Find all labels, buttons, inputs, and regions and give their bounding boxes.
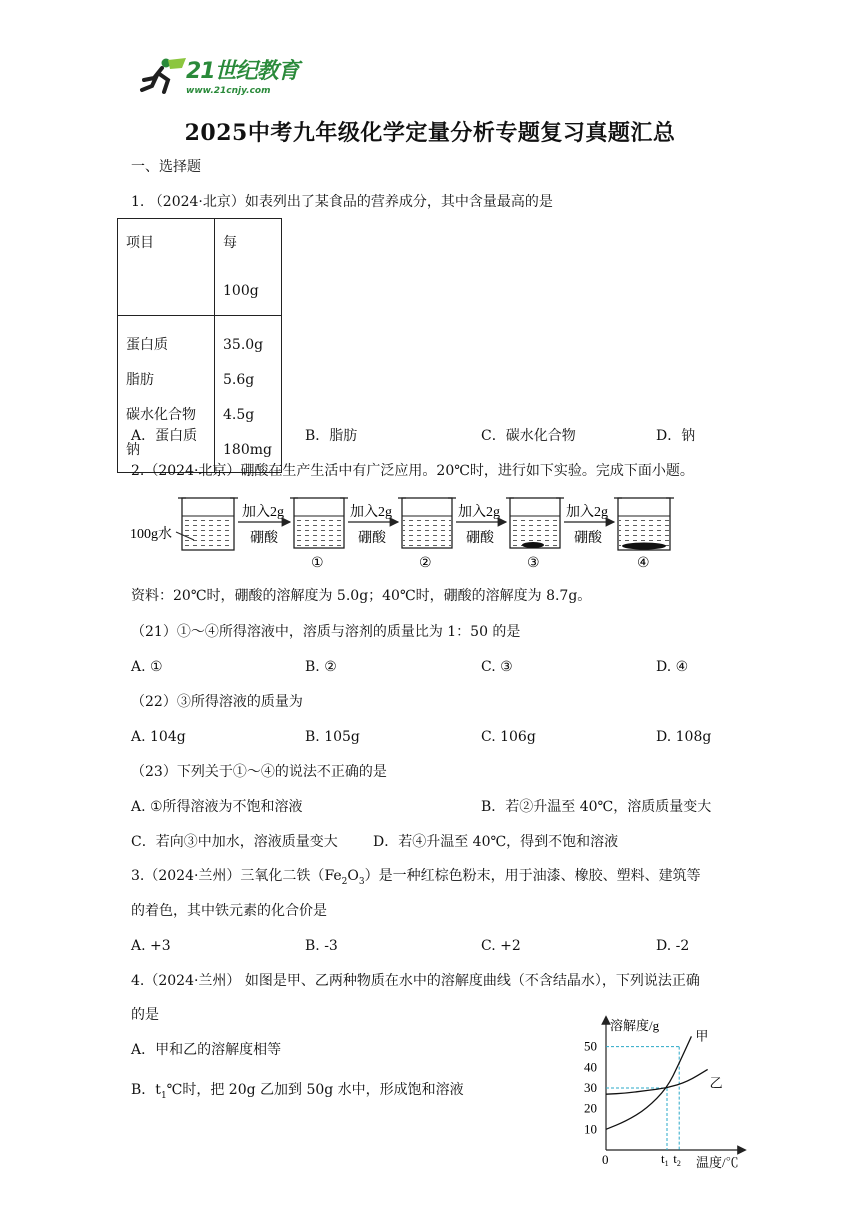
q4-stem-line2: 的是 [131, 1007, 159, 1023]
q2-sub23-option-c: C．若向③中加水，溶液质量变大 [131, 834, 338, 850]
substance-label: 硼酸 [358, 531, 386, 546]
logo [138, 54, 308, 100]
y-tick-label: 40 [584, 1059, 597, 1075]
q2-sub23-option-a: A. ①所得溶液为不饱和溶液 [131, 799, 303, 815]
precipitate [522, 542, 544, 548]
add-arrow-3 [456, 504, 506, 546]
add-arrow-1 [238, 504, 290, 546]
section-heading: 一、选择题 [131, 159, 201, 175]
formula-fe-sub: 2 [341, 876, 348, 887]
table-values-cell [215, 316, 282, 473]
q1-option-d: D．钠 [656, 428, 696, 444]
q4-option-b-temp-sub: 1 [160, 1090, 167, 1101]
beaker-initial [178, 498, 238, 550]
q2-stem: 2.（2024·北京）硼酸在生产生活中有广泛应用。20℃时，进行如下实验。完成下面小题。 [131, 463, 694, 479]
beaker-label: ② [419, 555, 432, 571]
q2-sub23-option-d: D．若④升温至 40℃，得到不饱和溶液 [373, 834, 619, 850]
q2-sub21-option-d: D. ④ [656, 659, 689, 675]
add-label: 加入2g [566, 505, 608, 520]
q2-sub22-stem: （22）③所得溶液的质量为 [131, 694, 303, 710]
q2-sub22-option-c: C. 106g [481, 729, 536, 745]
series-line-jia [606, 1036, 691, 1129]
table-value: 35.0g [223, 337, 264, 353]
q2-sub23-option-b: B．若②升温至 40℃，溶质质量变大 [481, 799, 712, 815]
q3-formula [324, 868, 365, 887]
q2-sub21-stem: （21）①～④所得溶液中，溶质与溶剂的质量比为 1：50 的是 [131, 624, 521, 640]
formula-o: O [347, 868, 359, 884]
beaker-1 [290, 498, 348, 548]
x-tick-label: $t_1$ [661, 1151, 669, 1168]
logo-brand: 21世纪教育 [186, 59, 299, 84]
q3-stem-line1 [131, 867, 701, 891]
series-line-yi [606, 1069, 708, 1094]
q2-sub22-option-d: D. 108g [656, 729, 712, 745]
q2-sub21-option-a: A. ① [131, 659, 163, 675]
add-arrow-4 [564, 504, 614, 546]
origin-label: 0 [602, 1152, 609, 1167]
solubility-chart [576, 1012, 760, 1172]
page-title: 2025中考九年级化学定量分析专题复习真题汇总 [184, 120, 676, 146]
logo-runner-icon [138, 56, 190, 96]
y-tick-label: 20 [584, 1100, 597, 1116]
y-tick-label: 10 [584, 1121, 597, 1137]
beaker-3 [506, 498, 564, 548]
add-label: 加入2g [458, 505, 500, 520]
precipitate [622, 543, 666, 550]
table-value: 5.6g [223, 372, 255, 388]
substance-label: 硼酸 [466, 531, 494, 546]
beaker-label: ③ [527, 555, 540, 571]
formula-o-sub: 3 [358, 876, 365, 887]
experiment-diagram [120, 488, 680, 574]
q2-sub22-option-b: B. 105g [305, 729, 360, 745]
x-axis-label: 温度/℃ [696, 1155, 739, 1170]
q4-option-a: A．甲和乙的溶解度相等 [131, 1042, 282, 1058]
y-axis-label: 溶解度/g [610, 1018, 660, 1033]
substance-label: 硼酸 [250, 531, 278, 546]
q3-stem-line2: 的着色，其中铁元素的化合价是 [131, 903, 327, 919]
y-tick-label: 50 [584, 1038, 597, 1054]
formula-fe: Fe [324, 868, 342, 884]
q4-option-b-text: ℃时，把 20g 乙加到 50g 水中，形成饱和溶液 [166, 1082, 464, 1098]
q4-stem-line1: 4.（2024·兰州） 如图是甲、乙两种物质在水中的溶解度曲线（不含结晶水），下列说法正确 [131, 973, 700, 989]
table-item: 脂肪 [126, 372, 154, 388]
q2-sub23-stem: （23）下列关于①～④的说法不正确的是 [131, 764, 387, 780]
q1-option-a: A．蛋白质 [131, 428, 198, 444]
series-label: 甲 [695, 1028, 709, 1044]
x-tick-label: $t_2$ [673, 1151, 681, 1168]
add-label: 加入2g [242, 505, 284, 520]
table-item: 钠 [126, 442, 140, 458]
water-label: 100g水 [130, 527, 172, 542]
table-value: 180mg [223, 442, 272, 458]
q2-data-note: 资料：20℃时，硼酸的溶解度为 5.0g；40℃时，硼酸的溶解度为 8.7g。 [131, 588, 592, 604]
q4-option-b [131, 1081, 464, 1105]
series-label: 乙 [709, 1075, 723, 1091]
q2-sub21-option-c: C. ③ [481, 659, 513, 675]
beaker-2 [398, 498, 456, 548]
table-header-value: 每 100g [215, 219, 282, 316]
q1-option-b: B．脂肪 [305, 428, 358, 444]
q4-option-b-prefix: B． [131, 1082, 156, 1098]
q3-option-c: C. +2 [481, 938, 521, 954]
q1-option-c: C．碳水化合物 [481, 428, 576, 444]
logo-url: www.21cnjy.com [186, 86, 271, 96]
table-item: 碳水化合物 [126, 407, 196, 423]
q4-option-b-temp: t [155, 1082, 161, 1098]
q3-stem-post: ）是一种红棕色粉末，用于油漆、橡胶、塑料、建筑等 [364, 868, 701, 884]
table-value: 4.5g [223, 407, 255, 423]
substance-label: 硼酸 [574, 531, 602, 546]
beaker-label: ① [311, 555, 324, 571]
add-arrow-2 [348, 504, 398, 546]
beaker-4 [614, 498, 674, 550]
q3-option-b: B. -3 [305, 938, 338, 954]
beaker-label: ④ [637, 555, 650, 571]
table-header-item: 项目 [118, 219, 215, 316]
q2-sub22-option-a: A. 104g [131, 729, 186, 745]
q3-option-d: D. -2 [656, 938, 690, 954]
q3-stem-pre: 3.（2024·兰州）三氧化二铁（ [131, 868, 325, 884]
q1-stem: 1. （2024·北京）如表列出了某食品的营养成分，其中含量最高的是 [131, 194, 553, 210]
y-tick-label: 30 [584, 1080, 597, 1095]
add-label: 加入2g [350, 505, 392, 520]
q2-sub21-option-b: B. ② [305, 659, 337, 675]
table-items-cell [118, 316, 215, 473]
table-item: 蛋白质 [126, 337, 168, 353]
q3-option-a: A. +3 [131, 938, 171, 954]
